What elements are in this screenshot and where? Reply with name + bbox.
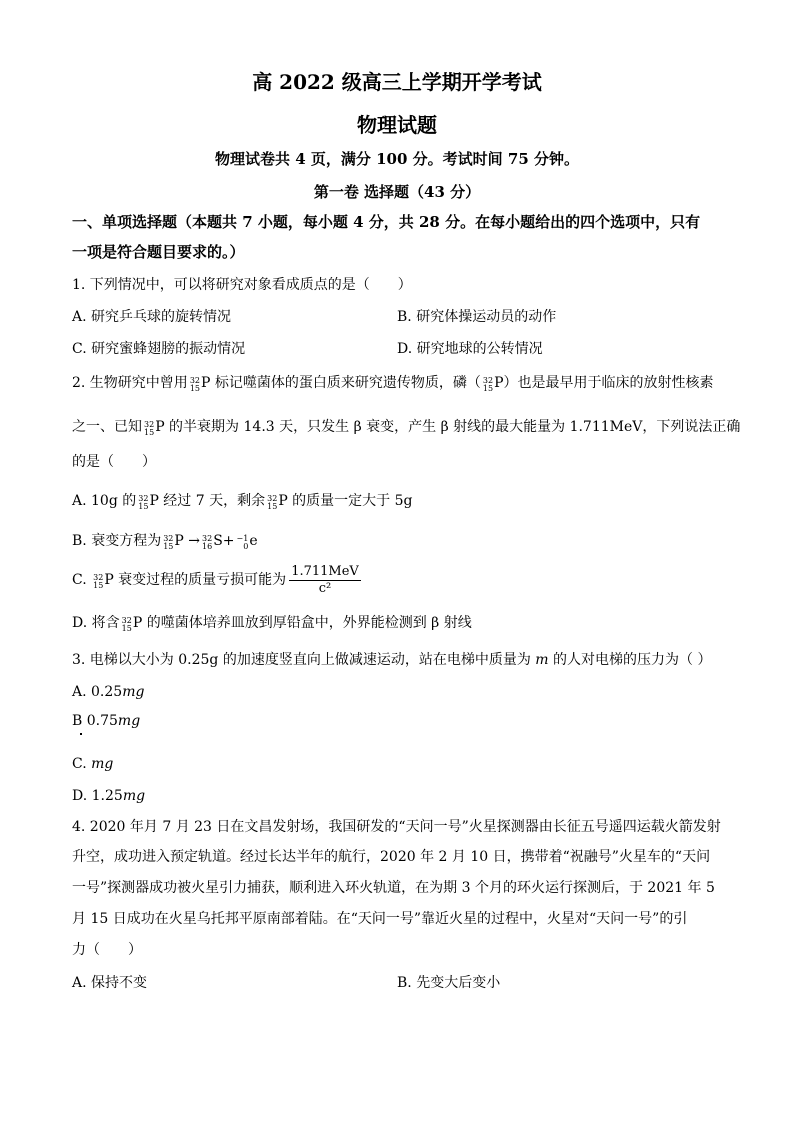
q4-option-b: B. 先变大后变小 [397, 975, 501, 991]
q3-stem: 3. 电梯以大小为 0.25g 的加速度竖直向上做减速运动，站在电梯中质量为 m 的人对电梯的压力为（ ） [72, 652, 712, 668]
nuclide-electron: −1 0 [236, 534, 249, 551]
nuclide-p32: 32 15 [93, 573, 104, 590]
q1-option-c: C. 研究蜜蜂翅膀的振动情况 [72, 341, 246, 357]
q1-option-d: D. 研究地球的公转情况 [397, 341, 543, 357]
q4-stem-line4: 月 15 日成功在火星乌托邦平原南部着陆。在“天问一号”靠近火星的过程中，火星对“天问一号”的引 [72, 911, 688, 927]
mass-defect-fraction: $\frac{\text{1.711MeV}}{\text{c²}}$ [291, 563, 359, 596]
q3-option-d: D. 1.25mg [72, 788, 146, 804]
nuclide-p32: 32 15 [138, 494, 149, 511]
q4-stem-line1: 4. 2020 年月 7 月 23 日在文昌发射场，我国研发的“天问一号”火星探测器由长征五号遥四运载火箭发射 [72, 819, 721, 835]
nuclide-p32: 32 15 [144, 420, 155, 437]
exam-title: 高 2022 级高三上学期开学考试 [252, 70, 542, 94]
part-heading: 第一卷 选择题（43 分） [313, 183, 481, 201]
stray-dot [80, 733, 82, 735]
section-heading-line2: 一项是符合题目要求的。） [72, 243, 245, 261]
q1-stem: 1. 下列情况中，可以将研究对象看成质点的是（ ） [72, 277, 412, 293]
q2-stem-line3: 的是（ ） [72, 454, 156, 470]
q3-option-a: A. 0.25mg [72, 684, 145, 700]
q2-option-d: D. 将含 32 15 P 的噬菌体培养皿放到厚铅盒中，外界能检测到 β 射线 [72, 615, 472, 633]
nuclide-s32: 32 16 [202, 534, 213, 551]
nuclide-p32: 32 15 [189, 376, 200, 393]
q1-option-a: A. 研究乒乓球的旋转情况 [72, 309, 232, 325]
nuclide-p32: 32 15 [121, 616, 132, 633]
nuclide-p32: 32 15 [267, 494, 278, 511]
q2-stem-line1: 2. 生物研究中曾用 32 15 P 标记噬菌体的蛋白质来研究遗传物质，磷（ 32 15 P）也是最早用于临床的放射性核素 [72, 375, 714, 393]
q4-stem-line2: 升空，成功进入预定轨道。经过长达半年的航行，2020 年 2 月 10 日，携带着“祝融号”火星车的“天问 [72, 849, 711, 865]
q1-option-b: B. 研究体操运动员的动作 [397, 309, 557, 325]
q4-stem-line3: 一号”探测器成功被火星引力捕获，顺利进入环火轨道，在为期 3 个月的环火运行探测后，于 2021 年 5 [72, 880, 715, 896]
q2-option-c: C. 32 15 P 衰变过程的质量亏损可能为 $\frac{\text{1.711MeV}}{\text{c²}}$ [72, 563, 359, 596]
q3-option-c: C. mg [72, 756, 114, 772]
q2-option-b: B. 衰变方程为 32 15 P → 32 16 S+ −1 0 e [72, 533, 258, 551]
q2-option-a: A. 10g 的 32 15 P 经过 7 天，剩余 32 15 P 的质量一定大于 5g [72, 493, 413, 511]
nuclide-p32: 32 15 [482, 376, 494, 393]
q4-option-a: A. 保持不变 [72, 975, 148, 991]
section-heading-line1: 一、单项选择题（本题共 7 小题，每小题 4 分，共 28 分。在每小题给出的四个选项中，只有 [72, 213, 701, 231]
subject-title: 物理试题 [357, 113, 437, 137]
q3-option-b: B 0.75mg [72, 713, 141, 729]
exam-info: 物理试卷共 4 页，满分 100 分。考试时间 75 分钟。 [215, 150, 579, 168]
q2-stem-line2: 之一、已知 32 15 P 的半衰期为 14.3 天，只发生 β 衰变，产生 β 射线的最大能量为 1.711MeV，下列说法正确 [72, 419, 741, 437]
nuclide-p32: 32 15 [163, 534, 174, 551]
q4-stem-line5: 力（ ） [72, 942, 142, 958]
